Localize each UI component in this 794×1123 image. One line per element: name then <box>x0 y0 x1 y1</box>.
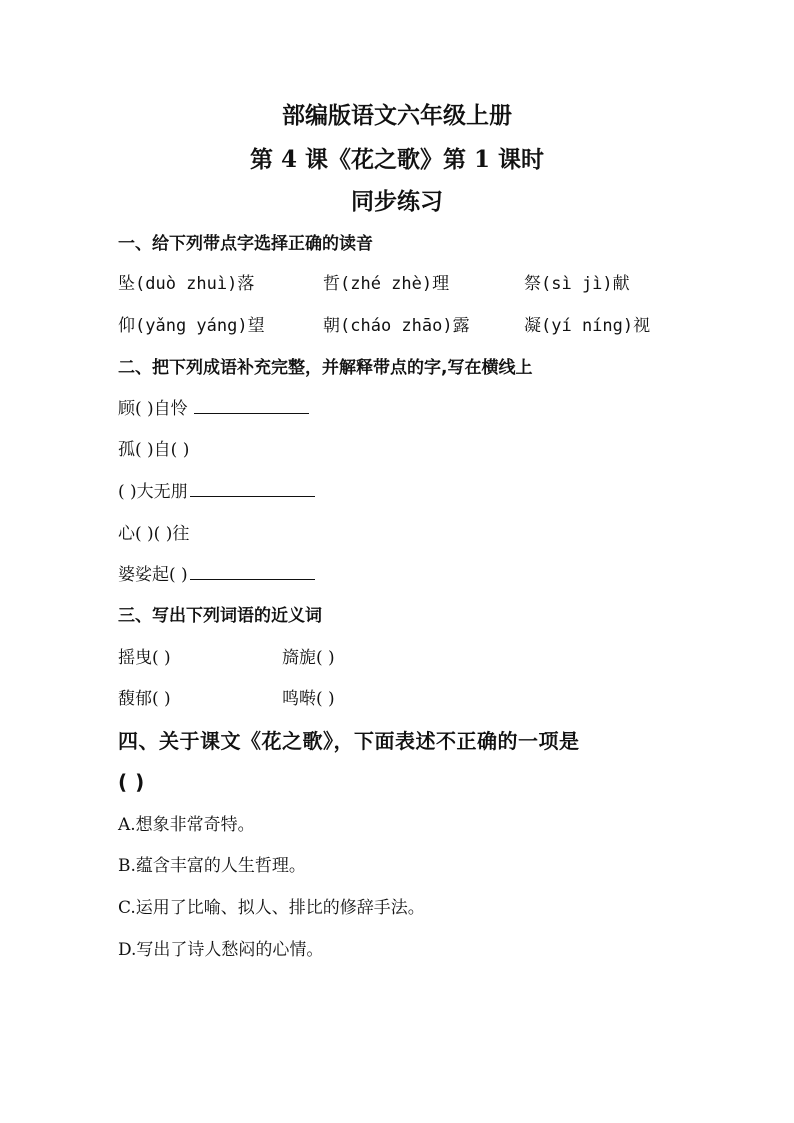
page-title: 部编版语文六年级上册 <box>282 102 512 129</box>
section-4-heading: 四、关于课文《花之歌》，下面表述不正确的一项是 <box>118 729 580 753</box>
idiom-text: 心( )( )往 <box>118 524 190 544</box>
answer-line[interactable] <box>194 397 309 414</box>
idiom-text: 婆娑起( ) <box>118 565 188 585</box>
option-a: A.想象非常奇特。 <box>118 815 255 835</box>
idiom-text: 顾( )自怜 <box>118 399 188 419</box>
pinyin-item-4: 仰(yǎng yáng)望 <box>118 316 265 336</box>
idiom-row-5 <box>118 563 315 587</box>
answer-parentheses[interactable]: ( ) <box>118 770 145 794</box>
exercise-title: 同步练习 <box>351 188 443 215</box>
option-d: D.写出了诗人愁闷的心情。 <box>118 940 324 960</box>
synonym-item-4: 鸣啭( ) <box>282 689 335 709</box>
pinyin-item-5: 朝(cháo zhāo)露 <box>323 316 470 336</box>
option-c: C.运用了比喻、拟人、排比的修辞手法。 <box>118 898 425 918</box>
idiom-row-1 <box>118 397 309 421</box>
idiom-text: 孤( )自( ) <box>118 440 190 460</box>
section-2-heading: 二、把下列成语补充完整，并解释带点的字,写在横线上 <box>118 358 533 378</box>
idiom-row-4 <box>118 522 189 546</box>
idiom-row-2 <box>118 438 189 462</box>
synonym-item-3: 馥郁( ) <box>118 689 171 709</box>
answer-line[interactable] <box>190 563 315 580</box>
pinyin-item-6: 凝(yí níng)视 <box>524 316 651 336</box>
lesson-title: 第 4 课《花之歌》第 1 课时 <box>249 146 545 173</box>
idiom-row-3 <box>118 480 315 504</box>
option-b: B.蕴含丰富的人生哲理。 <box>118 856 306 876</box>
synonym-item-2: 旖旎( ) <box>282 648 335 668</box>
section-1-heading: 一、给下列带点字选择正确的读音 <box>118 234 373 254</box>
idiom-text: ( )大无朋 <box>118 482 188 502</box>
synonym-item-1: 摇曳( ) <box>118 648 171 668</box>
pinyin-item-1: 坠(duò zhuì)落 <box>118 274 255 294</box>
answer-line[interactable] <box>190 480 315 497</box>
pinyin-item-3: 祭(sì jì)献 <box>524 274 630 294</box>
pinyin-item-2: 哲(zhé zhè)理 <box>323 274 450 294</box>
section-3-heading: 三、写出下列词语的近义词 <box>118 606 322 626</box>
